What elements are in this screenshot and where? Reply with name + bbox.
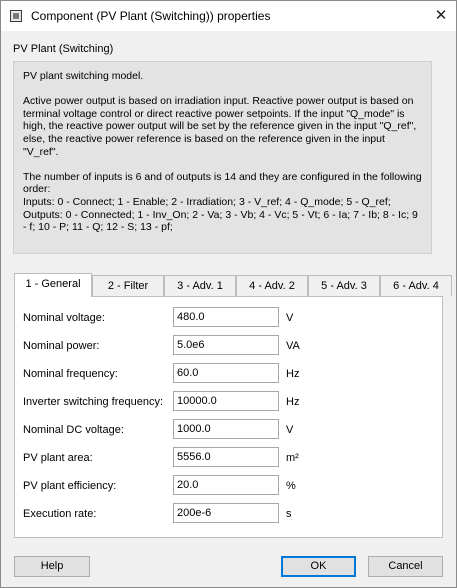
component-icon xyxy=(10,10,22,22)
nominal-voltage-label: Nominal voltage: xyxy=(23,312,105,324)
nominal-power-field[interactable] xyxy=(173,335,279,355)
pv-plant-area-label: PV plant area: xyxy=(23,452,93,464)
component-label: PV Plant (Switching) xyxy=(13,43,114,55)
cancel-button[interactable]: Cancel xyxy=(368,556,443,577)
component-description: PV plant switching model. Active power output is based on irradiation input. Reactive power output is based on terminal voltage control or direct reactive power setpoints. If the input "Q_mode" is high, the reactive power output will be set by the reference given in the input "Q_ref", else, the reactive power reference is based on the reference given in the input "V_ref". The number of inputs is 6 and of outputs is 14 and they are configured in the following order: Inputs: 0 - Connect; 1 - Enable; 2 - Irradiation; 3 - V_ref; 4 - Q_mode; 5 - Q_ref; Outputs: 0 - Connected; 1 - Inv_On; 2 - Va; 3 - Vb; 4 - Vc; 5 - Vt; 6 - Ia; 7 - Ib; 8 - Ic; 9 - f; 10 - P; 11 - Q; 12 - S; 13 - pf; xyxy=(13,61,432,254)
nominal-voltage-field[interactable] xyxy=(173,307,279,327)
nominal-frequency-label: Nominal frequency: xyxy=(23,368,118,380)
nominal-power-unit: VA xyxy=(286,340,300,352)
pv-plant-efficiency-label: PV plant efficiency: xyxy=(23,480,117,492)
tab-adv-4[interactable]: 6 - Adv. 4 xyxy=(380,275,452,296)
execution-rate-unit: s xyxy=(286,508,292,520)
close-icon[interactable]: ✕ xyxy=(434,7,448,24)
switching-frequency-label: Inverter switching frequency: xyxy=(23,396,164,408)
execution-rate-label: Execution rate: xyxy=(23,508,97,520)
tab-adv-2[interactable]: 4 - Adv. 2 xyxy=(236,275,308,296)
nominal-power-label: Nominal power: xyxy=(23,340,100,352)
ok-button[interactable]: OK xyxy=(281,556,356,577)
general-panel xyxy=(14,296,443,538)
tab-general[interactable]: 1 - General xyxy=(14,273,92,297)
tab-adv-1[interactable]: 3 - Adv. 1 xyxy=(164,275,236,296)
help-button[interactable]: Help xyxy=(14,556,90,577)
nominal-frequency-field[interactable] xyxy=(173,363,279,383)
pv-plant-efficiency-field[interactable] xyxy=(173,475,279,495)
nominal-dc-voltage-label: Nominal DC voltage: xyxy=(23,424,124,436)
switching-frequency-field[interactable] xyxy=(173,391,279,411)
pv-plant-efficiency-unit: % xyxy=(286,480,296,492)
window-title: Component (PV Plant (Switching)) properties xyxy=(31,9,271,23)
switching-frequency-unit: Hz xyxy=(286,396,300,408)
tab-strip xyxy=(14,273,443,296)
nominal-frequency-unit: Hz xyxy=(286,368,300,380)
pv-plant-area-unit: m² xyxy=(286,452,299,464)
tab-filter[interactable]: 2 - Filter xyxy=(92,275,164,296)
nominal-voltage-unit: V xyxy=(286,312,294,324)
pv-plant-area-field[interactable] xyxy=(173,447,279,467)
title-bar xyxy=(1,1,456,31)
tab-adv-3[interactable]: 5 - Adv. 3 xyxy=(308,275,380,296)
nominal-dc-voltage-unit: V xyxy=(286,424,294,436)
nominal-dc-voltage-field[interactable] xyxy=(173,419,279,439)
execution-rate-field[interactable] xyxy=(173,503,279,523)
